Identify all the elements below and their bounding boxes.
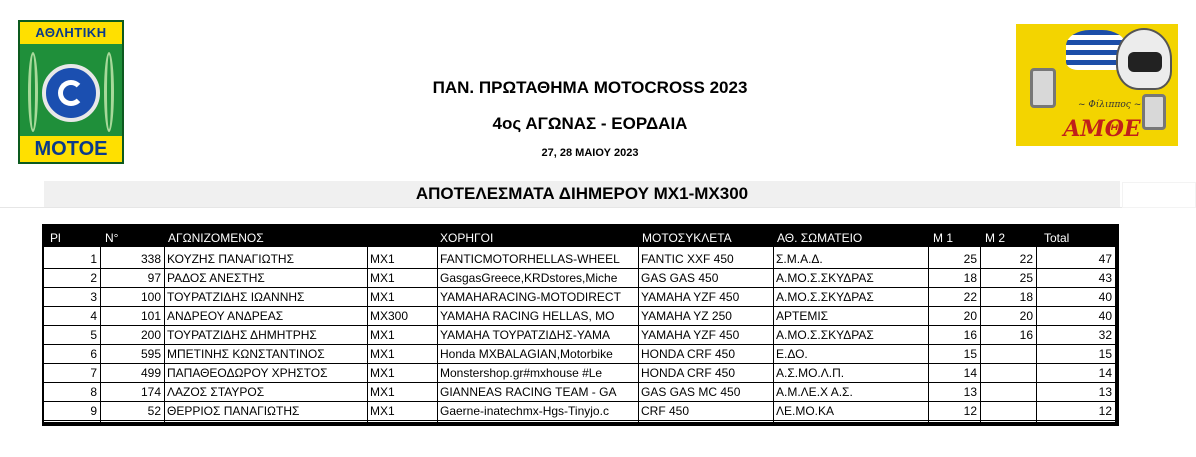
cell-m1: 12 [963,404,977,418]
cell-class: MX300 [370,309,409,323]
cell-m1: 22 [963,290,977,304]
event-date: 27, 28 ΜΑΙΟΥ 2023 [541,147,639,159]
cell-bike: GAS GAS MC 450 [641,385,741,399]
cell-m1: 18 [963,271,977,285]
cell-sponsors: YAMAHARACING-MOTODIRECT [440,290,621,304]
cell-m1: 20 [963,309,977,323]
cell-no: 97 [147,271,161,285]
cell-pl: 4 [90,309,97,323]
cell-pl: 2 [90,271,97,285]
cell-no: 101 [140,309,161,323]
cell-m1: 16 [963,328,977,342]
cell-bike: YAMAHA YZF 450 [641,290,740,304]
table-row [44,307,1115,325]
cell-no: 200 [140,328,161,342]
column-header-m1: Μ 1 [933,231,954,245]
column-separator [638,247,639,422]
laurel-right-icon [104,52,114,132]
championship-title: ΠΑΝ. ΠΡΩΤΑΘΗΜΑ MOTOCROSS 2023 [432,78,748,97]
cell-bike: YAMAHA YZF 450 [641,328,740,342]
cell-class: MX1 [370,290,395,304]
cell-club: Α.Σ.ΜΟ.Λ.Π. [776,366,845,380]
cell-m1: 15 [963,347,977,361]
cell-m2: 20 [1019,309,1033,323]
column-header-club: ΑΘ. ΣΩΜΑΤΕΙΟ [777,231,863,245]
cell-total: 40 [1098,309,1112,323]
cell-no: 100 [140,290,161,304]
column-header-total: Total [1044,231,1070,245]
column-header-motorcycle: ΜΟΤΟΣΥΚΛΕΤΑ [642,231,732,245]
logo-script-text: ~ Φίλιππος ~ [1078,100,1142,110]
cell-club: Ε.ΔΟ. [776,347,808,361]
table-row [44,364,1115,382]
cell-rider: ΠΑΠΑΘΕΟΔΩΡΟΥ ΧΡΗΣΤΟΣ [167,366,328,380]
column-separator [773,247,774,422]
cell-total: 13 [1098,385,1112,399]
cell-club: Α.ΜΟ.Σ.ΣΚΥΔΡΑΣ [776,271,874,285]
cell-rider: ΤΟΥΡΑΤΖΙΔΗΣ ΙΩΑΝΝΗΣ [167,290,305,304]
cell-rider: ΛΑΖΟΣ ΣΤΑΥΡΟΣ [167,385,265,399]
cell-m2: 18 [1019,290,1033,304]
table-row [44,288,1115,306]
cell-m2 [980,364,1036,382]
cell-bike: GAS GAS 450 [641,271,719,285]
table-row [44,269,1115,287]
cell-pl: 8 [90,385,97,399]
cell-total: 47 [1098,252,1112,266]
cell-m1: 13 [963,385,977,399]
column-separator [437,247,438,422]
cell-class: MX1 [370,347,395,361]
cell-m1: 25 [963,252,977,266]
table-row [44,250,1115,268]
table-row [44,326,1115,344]
cell-class: MX1 [370,366,395,380]
piston-icon [1030,68,1056,108]
cell-total: 32 [1098,328,1112,342]
column-separator [980,247,981,422]
cell-bike: HONDA CRF 450 [641,347,736,361]
cell-no: 499 [140,366,161,380]
rotation-arrows-icon [42,64,100,122]
cell-pl: 5 [90,328,97,342]
cell-sponsors: FANTICMOTORHELLAS-WHEEL [440,252,620,266]
table-row [44,383,1115,401]
cell-class: MX1 [370,252,395,266]
cell-club: ΑΡΤΕΜΙΣ [776,309,829,323]
table-row [44,402,1115,420]
amthe-club-logo [1016,24,1178,146]
cell-m2: 25 [1019,271,1033,285]
column-header-m2: Μ 2 [985,231,1006,245]
cell-sponsors: GasgasGreece,KRDstores,Miche [440,271,618,285]
cell-no: 595 [140,347,161,361]
cell-sponsors: GIANNEAS RACING TEAM - GA [440,385,617,399]
cell-sponsors: Honda MXBALAGIAN,Motorbike [440,347,613,361]
cell-sponsors: Monstershop.gr#mxhouse #Le [440,366,603,380]
cell-sponsors: YAMAHA RACING HELLAS, MO [440,309,615,323]
cell-no: 338 [140,252,161,266]
table-row [44,345,1115,363]
cell-no: 52 [147,404,161,418]
cell-total: 14 [1098,366,1112,380]
cell-club: Α.ΜΟ.Σ.ΣΚΥΔΡΑΣ [776,328,874,342]
decorative-frame [1122,182,1196,208]
cell-class: MX1 [370,385,395,399]
cell-sponsors: YAMAHA ΤΟΥΡΑΤΖΙΔΗΣ-YAMA [440,328,610,342]
column-header-sponsors: ΧΟΡΗΓΟΙ [440,231,494,245]
cell-club: Α.Μ.ΛΕ.Χ Α.Σ. [776,385,853,399]
column-header-number: N° [105,231,119,245]
cell-total: 12 [1098,404,1112,418]
column-header-pl: Pl [50,231,61,245]
cell-bike: YAMAHA YZ 250 [641,309,732,323]
cell-club: ΛΕ.ΜΟ.ΚΑ [776,404,835,418]
cell-pl: 1 [90,252,97,266]
athletiki-motoe-logo [18,20,124,164]
header-divider [0,207,1196,208]
cell-m2 [980,402,1036,420]
cell-rider: ΜΠΕΤΙΝΗΣ ΚΩΝΣΤΑΝΤΙΝΟΣ [167,347,325,361]
cell-rider: ΡΑΔΟΣ ΑΝΕΣΤΗΣ [167,271,265,285]
cell-pl: 7 [90,366,97,380]
cell-club: Α.ΜΟ.Σ.ΣΚΥΔΡΑΣ [776,290,874,304]
cell-bike: HONDA CRF 450 [641,366,736,380]
column-separator [100,247,101,422]
helmet-visor-icon [1128,52,1162,72]
row-separator [44,420,1115,421]
cell-m2 [980,345,1036,363]
cell-club: Σ.Μ.Α.Δ. [776,252,823,266]
cell-bike: CRF 450 [641,404,690,418]
table-header-row [44,226,1115,247]
column-separator [928,247,929,422]
cell-class: MX1 [370,404,395,418]
cell-rider: ΘΕΡΡΙΟΣ ΠΑΝΑΓΙΩΤΗΣ [167,404,300,418]
column-separator [1036,247,1037,422]
cell-pl: 9 [90,404,97,418]
cell-m2 [980,383,1036,401]
cell-no: 174 [140,385,161,399]
cell-pl: 3 [90,290,97,304]
cell-m2: 22 [1019,252,1033,266]
cell-total: 15 [1098,347,1112,361]
logo-name-text: ΑΜΘΕ [1063,116,1141,142]
cell-m1: 14 [963,366,977,380]
cell-sponsors: Gaerne-inatechmx-Hgs-Tinyjo.c [440,404,609,418]
logo-bottom-text: ΜΟΤΟΕ [20,136,122,162]
cell-rider: ΑΝΔΡΕΟΥ ΑΝΔΡΕΑΣ [167,309,284,323]
cell-total: 43 [1098,271,1112,285]
results-title: ΑΠΟΤΕΛΕΣΜΑΤΑ ΔΙΗΜΕΡΟΥ ΜΧ1-ΜΧ300 [415,184,749,203]
results-table [42,224,1119,426]
column-header-rider: ΑΓΩΝΙΖΟΜΕΝΟΣ [168,231,264,245]
laurel-left-icon [28,52,38,132]
cell-class: MX1 [370,328,395,342]
event-title: 4ος ΑΓΩΝΑΣ - ΕΟΡΔΑΙΑ [492,114,688,133]
cell-rider: ΤΟΥΡΑΤΖΙΔΗΣ ΔΗΜΗΤΡΗΣ [167,328,317,342]
logo-top-text: ΑΘΛΗΤΙΚΗ [20,22,122,44]
cell-m2: 16 [1019,328,1033,342]
cell-pl: 6 [90,347,97,361]
cell-rider: ΚΟΥΖΗΣ ΠΑΝΑΓΙΩΤΗΣ [167,252,295,266]
cell-bike: FANTIC XXF 450 [641,252,734,266]
column-separator [367,247,368,422]
cell-class: MX1 [370,271,395,285]
cell-total: 40 [1098,290,1112,304]
column-separator [164,247,165,422]
